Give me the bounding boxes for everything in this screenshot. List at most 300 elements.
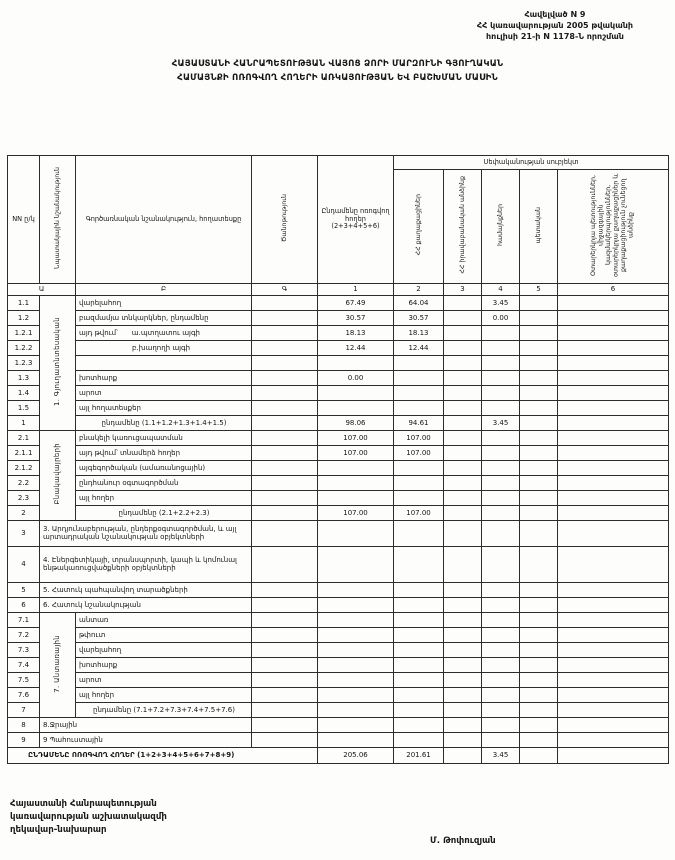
cell-value xyxy=(444,475,482,490)
cell-value xyxy=(558,657,669,672)
col-group-ownership: Սեփականության սուբյեկտ xyxy=(394,156,669,170)
cell-value xyxy=(444,460,482,475)
cell-value xyxy=(520,385,558,400)
grand-total-value xyxy=(520,747,558,763)
index-b: Բ xyxy=(76,283,252,295)
row-description: անտառ xyxy=(76,612,252,627)
cell-value xyxy=(482,732,520,747)
index-a: Ա xyxy=(8,283,76,295)
cell-value xyxy=(318,612,394,627)
index-5: 5 xyxy=(520,283,558,295)
cell-value xyxy=(444,370,482,385)
cell-value xyxy=(520,505,558,520)
cell-value: 30.57 xyxy=(318,310,394,325)
cell-note xyxy=(252,627,318,642)
grand-total-value: 3.45 xyxy=(482,747,520,763)
row-number: 1 xyxy=(8,415,40,430)
cell-value xyxy=(520,520,558,546)
cell-value xyxy=(482,627,520,642)
cell-value xyxy=(394,717,444,732)
cell-note xyxy=(252,642,318,657)
cell-value xyxy=(558,460,669,475)
cell-value xyxy=(318,546,394,582)
table-row xyxy=(8,310,669,325)
index-4: 4 xyxy=(482,283,520,295)
row-description: 5. Հատուկ պահպանվող տարածքների xyxy=(40,582,252,597)
cell-value xyxy=(520,597,558,612)
col-header-functional: Գործառնական նշանակություն, հողատեսքը xyxy=(76,156,252,284)
cell-value xyxy=(482,597,520,612)
cell-note xyxy=(252,732,318,747)
table-row xyxy=(8,505,669,520)
cell-value xyxy=(520,657,558,672)
cell-value xyxy=(444,385,482,400)
row-description: 8.Ջրային xyxy=(40,717,252,732)
cell-value xyxy=(394,490,444,505)
cell-value xyxy=(558,612,669,627)
cell-value xyxy=(558,355,669,370)
cell-note xyxy=(252,310,318,325)
row-description: խոտհարք xyxy=(76,370,252,385)
row-number: 6 xyxy=(8,597,40,612)
cell-value xyxy=(558,415,669,430)
cell-value xyxy=(520,612,558,627)
cell-value xyxy=(394,460,444,475)
cell-value xyxy=(520,546,558,582)
cell-value xyxy=(558,325,669,340)
table-row xyxy=(8,460,669,475)
cell-value xyxy=(558,490,669,505)
cell-value xyxy=(444,355,482,370)
group-label xyxy=(40,612,76,717)
col-header-purpose: Նպատակային նշանակություն xyxy=(40,156,76,284)
signature-line2: կառավարության աշխատակազմի xyxy=(10,811,167,822)
cell-value xyxy=(394,642,444,657)
cell-note xyxy=(252,546,318,582)
row-number: 8 xyxy=(8,717,40,732)
cell-value: 64.04 xyxy=(394,295,444,310)
cell-value xyxy=(318,385,394,400)
cell-value xyxy=(444,672,482,687)
table-row xyxy=(8,717,669,732)
cell-value: 3.45 xyxy=(482,415,520,430)
row-description: բ.խաղողի այգի xyxy=(76,340,252,355)
cell-value xyxy=(482,370,520,385)
cell-value xyxy=(482,582,520,597)
cell-value xyxy=(318,475,394,490)
appendix-reference xyxy=(477,10,633,42)
cell-value xyxy=(482,717,520,732)
cell-value xyxy=(520,642,558,657)
row-description: այլ հողեր xyxy=(76,687,252,702)
cell-value xyxy=(520,702,558,717)
row-description: 3. Արդյունաբերության, ընդերքօգտագործման, և այլ արտադրական նշանակության օբյեկտների xyxy=(40,520,252,546)
row-number: 7 xyxy=(8,702,40,717)
cell-value xyxy=(520,355,558,370)
cell-value: 98.06 xyxy=(318,415,394,430)
cell-value xyxy=(394,627,444,642)
cell-value xyxy=(444,687,482,702)
cell-value xyxy=(394,400,444,415)
table-row xyxy=(8,370,669,385)
table-row xyxy=(8,642,669,657)
row-number: 2.2 xyxy=(8,475,40,490)
table-row xyxy=(8,672,669,687)
cell-value xyxy=(520,627,558,642)
cell-value xyxy=(394,520,444,546)
col-header-nn: NN ը/կ xyxy=(8,156,40,284)
row-description xyxy=(76,355,252,370)
appendix-decision-line: հուլիսի 21-ի N 1178-Ն որոշման xyxy=(486,31,624,41)
table-row xyxy=(8,520,669,546)
col-header-citizens: ՀՀ քաղաքացիներ xyxy=(394,170,444,284)
group-label-text: 7. Անտառային xyxy=(53,634,62,693)
cell-value: 0.00 xyxy=(482,310,520,325)
index-2: 2 xyxy=(394,283,444,295)
table-row xyxy=(8,546,669,582)
cell-note xyxy=(252,717,318,732)
cell-value xyxy=(444,732,482,747)
cell-value xyxy=(318,687,394,702)
cell-value xyxy=(520,460,558,475)
cell-value xyxy=(520,490,558,505)
row-description: այգեգործական (ամառանոցային) xyxy=(76,460,252,475)
row-description: խոտհարք xyxy=(76,657,252,672)
row-description: արոտ xyxy=(76,385,252,400)
row-number: 1.2.1 xyxy=(8,325,40,340)
cell-value xyxy=(558,627,669,642)
cell-value xyxy=(318,672,394,687)
row-number: 7.4 xyxy=(8,657,40,672)
cell-value xyxy=(482,702,520,717)
cell-value xyxy=(558,505,669,520)
cell-value xyxy=(318,490,394,505)
row-description: այդ թվում՝ տնամերձ հողեր xyxy=(76,445,252,460)
cell-value xyxy=(318,520,394,546)
cell-value xyxy=(558,642,669,657)
table-row xyxy=(8,445,669,460)
cell-value xyxy=(394,597,444,612)
table-row xyxy=(8,415,669,430)
cell-value xyxy=(558,702,669,717)
row-number: 9 xyxy=(8,732,40,747)
cell-value xyxy=(482,612,520,627)
cell-value xyxy=(520,295,558,310)
cell-value xyxy=(444,325,482,340)
cell-value xyxy=(482,687,520,702)
group-label xyxy=(40,295,76,430)
table-row xyxy=(8,597,669,612)
cell-note xyxy=(252,370,318,385)
cell-value: 12.44 xyxy=(394,340,444,355)
signatory-name: Մ. Թոփուզյան xyxy=(430,836,496,846)
row-description: 4. Էներգետիկայի, տրանսպորտի, կապի և կոմունալ ենթակառուցվածքների օբյեկտների xyxy=(40,546,252,582)
row-number: 2.3 xyxy=(8,490,40,505)
table-row xyxy=(8,475,669,490)
col-header-communities: համայնքներ xyxy=(482,170,520,284)
cell-value xyxy=(318,582,394,597)
col-header-total-irrigated: Ընդամենը ոռոգվող հողեր (2+3+4+5+6) xyxy=(318,156,394,284)
cell-value xyxy=(558,582,669,597)
row-number: 1.2.3 xyxy=(8,355,40,370)
cell-value xyxy=(394,672,444,687)
table-row xyxy=(8,355,669,370)
cell-value xyxy=(558,717,669,732)
cell-value xyxy=(558,546,669,582)
cell-value xyxy=(394,702,444,717)
row-number: 2 xyxy=(8,505,40,520)
row-description: այլ հողեր xyxy=(76,490,252,505)
cell-note xyxy=(252,430,318,445)
index-6: 6 xyxy=(558,283,669,295)
cell-value xyxy=(520,370,558,385)
cell-value: 67.49 xyxy=(318,295,394,310)
col-header-state: պետական xyxy=(520,170,558,284)
cell-value xyxy=(520,415,558,430)
cell-value xyxy=(558,732,669,747)
col-header-foreign: Օտարերկրյա պետություններ, միջազգային կազմակերպություններ, օտարերկրյա քաղաքացիներ և քաղաքացիություն չունեցող անձինք xyxy=(558,170,669,284)
index-g: Գ xyxy=(252,283,318,295)
row-description: վարելահող xyxy=(76,642,252,657)
grand-total-value: 205.06 xyxy=(318,747,394,763)
col-header-legal-entities: ՀՀ իրավաբանական անձինք xyxy=(444,170,482,284)
cell-value xyxy=(520,310,558,325)
cell-value xyxy=(482,657,520,672)
cell-value xyxy=(482,385,520,400)
cell-value xyxy=(482,400,520,415)
cell-note xyxy=(252,385,318,400)
table-row xyxy=(8,340,669,355)
cell-value xyxy=(394,475,444,490)
row-description: այլ հողատեսքեր xyxy=(76,400,252,415)
cell-value xyxy=(444,520,482,546)
cell-value xyxy=(444,717,482,732)
cell-value xyxy=(520,582,558,597)
cell-value xyxy=(444,415,482,430)
cell-value xyxy=(558,687,669,702)
cell-value xyxy=(394,582,444,597)
cell-value xyxy=(394,657,444,672)
cell-note xyxy=(252,612,318,627)
appendix-number: Հավելված N 9 xyxy=(524,10,586,19)
cell-value: 107.00 xyxy=(318,445,394,460)
table-row xyxy=(8,687,669,702)
cell-value xyxy=(444,546,482,582)
cell-note xyxy=(252,415,318,430)
cell-value xyxy=(520,717,558,732)
table-row xyxy=(8,582,669,597)
cell-value xyxy=(520,400,558,415)
cell-value xyxy=(558,672,669,687)
table-row xyxy=(8,385,669,400)
table-row xyxy=(8,295,669,310)
cell-value xyxy=(444,445,482,460)
row-number: 7.2 xyxy=(8,627,40,642)
cell-value xyxy=(482,490,520,505)
cell-note xyxy=(252,475,318,490)
signature-line3: ղեկավար-նախարար xyxy=(10,824,107,835)
table-row xyxy=(8,732,669,747)
cell-value xyxy=(482,520,520,546)
cell-value xyxy=(444,702,482,717)
cell-note xyxy=(252,672,318,687)
cell-value: 107.00 xyxy=(318,430,394,445)
row-description: արոտ xyxy=(76,672,252,687)
cell-value xyxy=(318,717,394,732)
cell-value xyxy=(520,430,558,445)
row-number: 1.2 xyxy=(8,310,40,325)
row-number: 2.1.1 xyxy=(8,445,40,460)
cell-value xyxy=(520,687,558,702)
cell-note xyxy=(252,355,318,370)
cell-value xyxy=(482,340,520,355)
cell-value xyxy=(444,627,482,642)
cell-note xyxy=(252,582,318,597)
cell-value xyxy=(394,385,444,400)
cell-value xyxy=(482,505,520,520)
cell-value xyxy=(558,310,669,325)
signature-position-block xyxy=(10,798,167,837)
group-label-text: 1. Գյուղատնտեսական xyxy=(53,317,62,407)
cell-value xyxy=(394,546,444,582)
cell-value xyxy=(482,546,520,582)
table-row xyxy=(8,657,669,672)
cell-value xyxy=(318,642,394,657)
row-description: ընդհանուր օգտագործման xyxy=(76,475,252,490)
grand-total-row xyxy=(8,747,669,763)
cell-value: 107.00 xyxy=(394,505,444,520)
cell-note xyxy=(252,702,318,717)
table-row xyxy=(8,400,669,415)
cell-value xyxy=(444,582,482,597)
cell-note xyxy=(252,520,318,546)
index-3: 3 xyxy=(444,283,482,295)
table-row xyxy=(8,612,669,627)
cell-value xyxy=(318,657,394,672)
grand-total-value xyxy=(558,747,669,763)
row-number: 4 xyxy=(8,546,40,582)
row-description: ընդամենը (7.1+7.2+7.3+7.4+7.5+7.6) xyxy=(76,702,252,717)
cell-value xyxy=(394,355,444,370)
cell-value xyxy=(444,295,482,310)
cell-value xyxy=(444,642,482,657)
cell-value xyxy=(558,520,669,546)
cell-value xyxy=(444,612,482,627)
cell-note xyxy=(252,597,318,612)
cell-note xyxy=(252,295,318,310)
cell-value xyxy=(520,475,558,490)
cell-value xyxy=(444,597,482,612)
cell-value: 0.00 xyxy=(318,370,394,385)
cell-value xyxy=(318,732,394,747)
row-number: 1.2.2 xyxy=(8,340,40,355)
cell-value xyxy=(394,687,444,702)
cell-note xyxy=(252,400,318,415)
cell-value: 18.13 xyxy=(318,325,394,340)
row-number: 7.6 xyxy=(8,687,40,702)
row-number: 2.1 xyxy=(8,430,40,445)
grand-total-value: 201.61 xyxy=(394,747,444,763)
cell-value xyxy=(558,295,669,310)
row-description: բազմամյա տնկարկներ, ընդամենը xyxy=(76,310,252,325)
row-description: թփուտ xyxy=(76,627,252,642)
page-title-line2: ՀԱՄԱՅՆՔԻ ՈՌՈԳՎՈՂ ՀՈՂԵՐԻ ԱՌԿԱՅՈՒԹՅԱՆ ԵՎ ԲԱՇԽՄԱՆ ՄԱՍԻՆ xyxy=(177,72,498,83)
cell-value: 30.57 xyxy=(394,310,444,325)
table-row xyxy=(8,325,669,340)
cell-value xyxy=(482,325,520,340)
row-description: 9 Պահուստային xyxy=(40,732,252,747)
cell-value xyxy=(318,400,394,415)
cell-value xyxy=(482,672,520,687)
cell-value xyxy=(444,505,482,520)
cell-note xyxy=(252,340,318,355)
table-row xyxy=(8,702,669,717)
cell-value xyxy=(520,732,558,747)
row-number: 1.1 xyxy=(8,295,40,310)
row-description: ընդամենը (2.1+2.2+2.3) xyxy=(76,505,252,520)
row-number: 1.5 xyxy=(8,400,40,415)
cell-value xyxy=(394,370,444,385)
cell-value xyxy=(482,355,520,370)
cell-value: 107.00 xyxy=(318,505,394,520)
cell-value: 107.00 xyxy=(394,445,444,460)
row-number: 7.3 xyxy=(8,642,40,657)
table-row xyxy=(8,627,669,642)
cell-value xyxy=(318,597,394,612)
group-label-text: Բնակավայրերի xyxy=(53,443,62,505)
table-row xyxy=(8,430,669,445)
row-description: բնակելի կառուցապատման xyxy=(76,430,252,445)
signature-line1: Հայաստանի Հանրապետության xyxy=(10,799,157,809)
cell-value: 107.00 xyxy=(394,430,444,445)
cell-value xyxy=(558,340,669,355)
cell-value xyxy=(394,732,444,747)
cell-note xyxy=(252,505,318,520)
grand-total-label: ԸՆԴԱՄԵՆԸ ՈՌՈԳՎՈՂ ՀՈՂԵՐ (1+2+3+4+5+6+7+8+9) xyxy=(8,747,318,763)
cell-value xyxy=(482,430,520,445)
cell-note xyxy=(252,657,318,672)
row-number: 3 xyxy=(8,520,40,546)
irrigated-lands-table xyxy=(7,155,669,764)
cell-value xyxy=(318,702,394,717)
cell-value xyxy=(444,490,482,505)
cell-value xyxy=(318,355,394,370)
table-row xyxy=(8,490,669,505)
cell-value: 94.61 xyxy=(394,415,444,430)
cell-value xyxy=(558,597,669,612)
cell-value xyxy=(558,400,669,415)
cell-note xyxy=(252,490,318,505)
row-description: ընդամենը (1.1+1.2+1.3+1.4+1.5) xyxy=(76,415,252,430)
cell-note xyxy=(252,325,318,340)
cell-value xyxy=(482,445,520,460)
col-header-note: Ծանոթություն xyxy=(252,156,318,284)
cell-value xyxy=(482,460,520,475)
row-number: 5 xyxy=(8,582,40,597)
cell-value xyxy=(558,385,669,400)
row-number: 7.5 xyxy=(8,672,40,687)
appendix-government-line: ՀՀ կառավարության 2005 թվականի xyxy=(476,20,633,30)
cell-value xyxy=(520,672,558,687)
group-label xyxy=(40,430,76,520)
cell-value: 12.44 xyxy=(318,340,394,355)
page-title-line1: ՀԱՅԱՍՏԱՆԻ ՀԱՆՐԱՊԵՏՈՒԹՅԱՆ ՎԱՅՈՑ ՁՈՐԻ ՄԱՐԶՈՒՆԻ ԳՅՈՒՂԱԿԱՆ xyxy=(171,59,504,69)
cell-value xyxy=(558,430,669,445)
row-number: 2.1.2 xyxy=(8,460,40,475)
cell-value xyxy=(444,340,482,355)
row-number: 7.1 xyxy=(8,612,40,627)
row-description: 6. Հատուկ նշանակության xyxy=(40,597,252,612)
